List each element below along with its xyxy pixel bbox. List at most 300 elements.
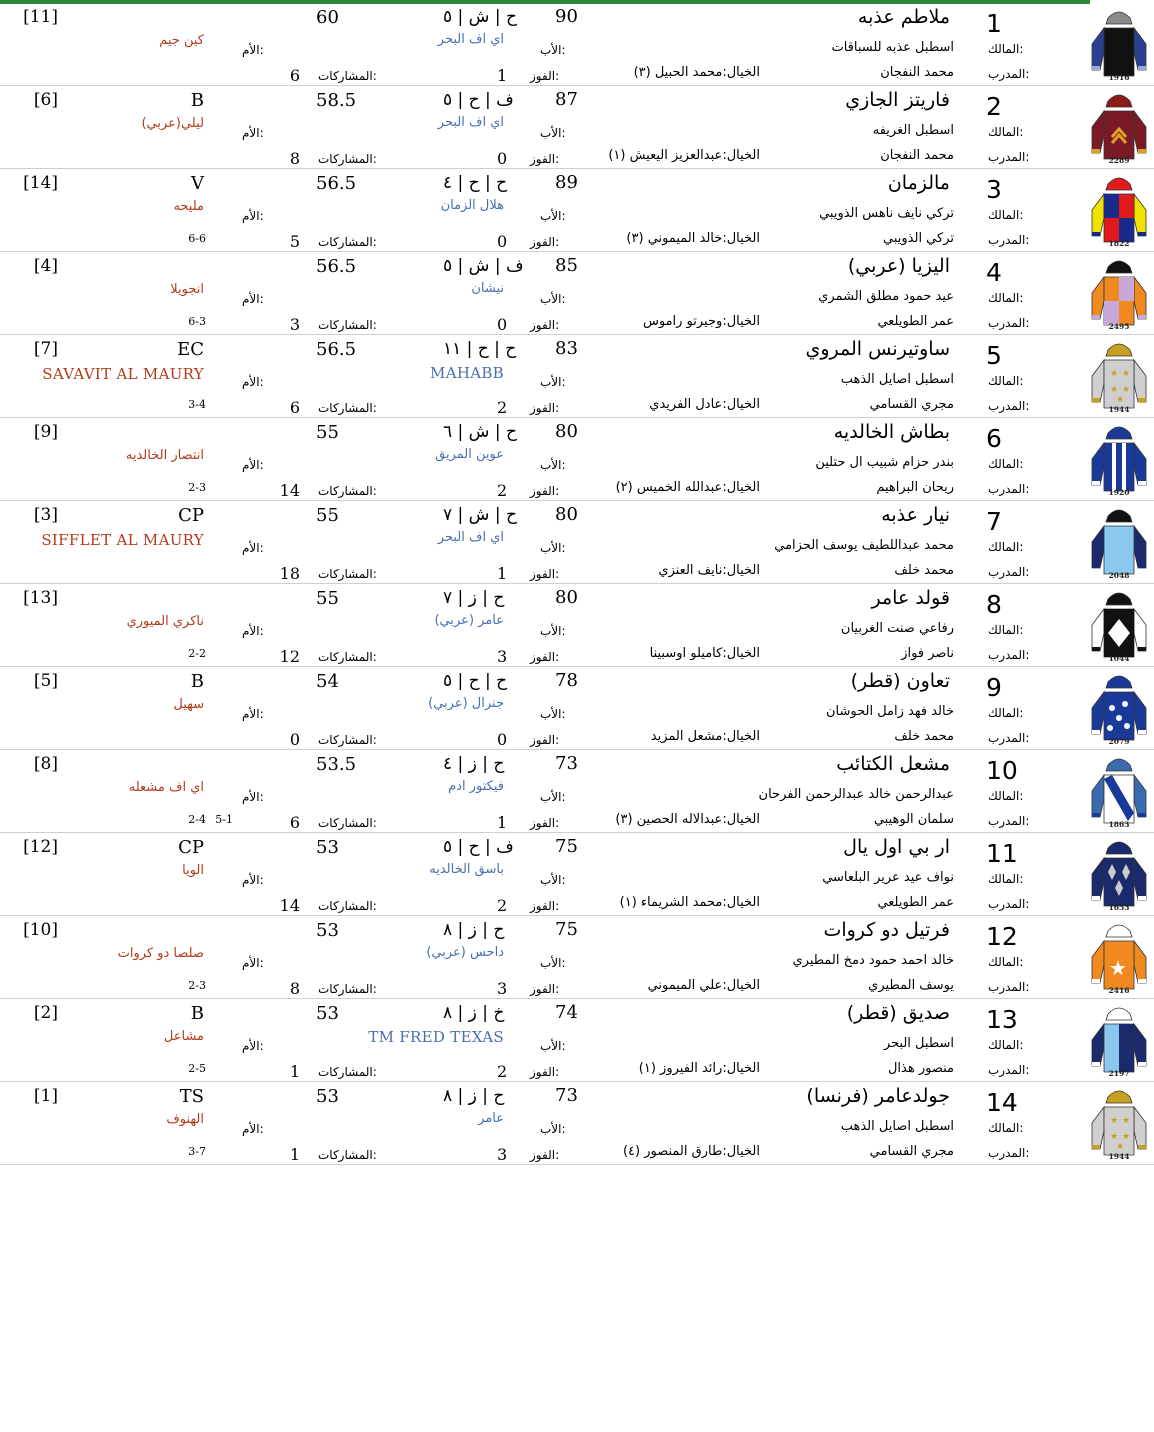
horse-rating: 89: [555, 172, 578, 193]
race-entry-row[interactable]: [0, 169, 1154, 252]
silk-number-label: 1916: [1108, 73, 1130, 82]
saddle-number: 1: [986, 9, 1002, 38]
silk-number-label: 1044: [1108, 654, 1130, 663]
races-label: المشاركات:: [318, 235, 377, 249]
carried-weight: 58.5: [316, 90, 357, 111]
jockey-name: محمد الشريماء (١): [619, 895, 723, 910]
horse-rating: 87: [555, 89, 578, 110]
owner-name: خالد احمد حمود دمخ المطيري: [792, 953, 954, 968]
jockey-label: الخيال:: [722, 65, 760, 80]
equipment-code: B: [190, 90, 204, 111]
owner-label: المالك:: [988, 125, 1024, 139]
trainer-label: المدرب:: [988, 233, 1030, 247]
draw-number: [13]: [23, 588, 58, 608]
jockey-name: رائد الفيروز (١): [638, 1061, 723, 1076]
owner-name: تركي نايف ناهس الذويبي: [819, 206, 954, 221]
saddle-number: 11: [986, 839, 1018, 868]
dam-name: ناكري الميوري: [126, 614, 204, 629]
owner-name: اسطبل اصايل الذهب: [840, 372, 954, 387]
wins-label: الفوز:: [530, 567, 560, 581]
owner-name: عبدالرحمن خالد عبدالرحمن الفرحان: [758, 787, 954, 802]
carried-weight: 60: [316, 7, 339, 28]
jockey-name: عبدالعزيز اليعيش (١): [608, 148, 723, 163]
jockey-silk-icon: [1088, 87, 1150, 167]
horse-name[interactable]: جولدعامر (فرنسا): [806, 1085, 950, 1107]
jockey-label: الخيال:: [722, 895, 760, 910]
sire-label: الأب:: [540, 707, 566, 721]
carried-weight: 53: [316, 837, 339, 858]
races-count: 5: [289, 232, 300, 251]
trainer-label: المدرب:: [988, 897, 1030, 911]
age-sex-color: ح | ش | ٦: [443, 422, 517, 442]
sire-name: عامر (عربي): [434, 613, 504, 628]
trainer-label: المدرب:: [988, 150, 1030, 164]
dam-name: ليلي(عربي): [141, 116, 204, 131]
jockey: [616, 480, 760, 495]
race-entry-row[interactable]: [0, 999, 1154, 1082]
recent-form-secondary: 5-1: [215, 813, 233, 826]
owner-label: المالك:: [988, 872, 1024, 886]
race-entry-row[interactable]: [0, 750, 1154, 833]
age-sex-color: ح | ز | ٨: [443, 1086, 505, 1106]
jockey-silk-icon: [1088, 419, 1150, 499]
owner-label: المالك:: [988, 706, 1024, 720]
silk-number-label: 2048: [1108, 571, 1130, 580]
horse-rating: 80: [555, 587, 578, 608]
jockey-silk-icon: [1088, 253, 1150, 333]
wins-label: الفوز:: [530, 484, 560, 498]
jockey-label: الخيال:: [722, 397, 760, 412]
draw-number: [9]: [33, 422, 58, 442]
svg-text:★: ★: [1110, 369, 1119, 379]
jockey-name: كاميلو اوسبينا: [649, 646, 723, 661]
race-entry-row[interactable]: [0, 916, 1154, 999]
horse-name[interactable]: ملاطم عذبه: [857, 6, 950, 28]
dam-name: سهيل: [173, 697, 204, 712]
saddle-number: 3: [986, 175, 1002, 204]
age-sex-color: ف | ش | ٥: [443, 256, 524, 276]
trainer-label: المدرب:: [988, 731, 1030, 745]
trainer-label: المدرب:: [988, 1146, 1030, 1160]
sire-name: TM FRED TEXAS: [368, 1028, 504, 1046]
wins-count: 1: [497, 813, 508, 832]
sire-name: اي اف البحر: [437, 32, 504, 47]
wins-count: 1: [497, 66, 508, 85]
svg-text:★: ★: [1122, 369, 1131, 379]
sire-label: الأب:: [540, 624, 566, 638]
races-label: المشاركات:: [318, 484, 377, 498]
jockey-silk-icon: [1088, 834, 1150, 914]
horse-name[interactable]: ار بي اول يال: [843, 836, 950, 858]
horse-rating: 74: [555, 1002, 578, 1023]
svg-text:★: ★: [1122, 1132, 1131, 1142]
races-label: المشاركات:: [318, 69, 377, 83]
wins-count: 3: [497, 1145, 508, 1164]
race-entry-row[interactable]: [0, 3, 1154, 86]
owner-label: المالك:: [988, 540, 1024, 554]
sire-label: الأب:: [540, 1039, 566, 1053]
jockey-name: مشعل المزيد: [650, 729, 723, 744]
trainer-label: المدرب:: [988, 1063, 1030, 1077]
jockey-silk-icon: [1088, 751, 1150, 831]
silk-number-label: 2079: [1108, 737, 1130, 746]
owner-name: عيد حمود مطلق الشمري: [818, 289, 954, 304]
races-count: 18: [279, 564, 300, 583]
trainer-name: يوسف المطيري: [868, 978, 954, 993]
sire-label: الأب:: [540, 126, 566, 140]
trainer-label: المدرب:: [988, 482, 1030, 496]
wins-count: 3: [497, 979, 508, 998]
jockey-name: عبدالله الخميس (٢): [615, 480, 723, 495]
sire-label: الأب:: [540, 43, 566, 57]
silk-number-label: 1920: [1108, 488, 1130, 497]
horse-rating: 75: [555, 919, 578, 940]
recent-form: 2-5: [188, 1062, 206, 1075]
saddle-number: 4: [986, 258, 1002, 287]
svg-text:★: ★: [1116, 395, 1125, 405]
race-entry-row[interactable]: [0, 833, 1154, 916]
wins-count: 0: [497, 315, 508, 334]
trainer-name: ريحان البراهيم: [876, 480, 954, 495]
carried-weight: 55: [316, 505, 339, 526]
dam-label: الأم:: [242, 126, 264, 140]
jockey-label: الخيال:: [722, 1061, 760, 1076]
horse-name[interactable]: صديق (قطر): [846, 1002, 950, 1024]
age-sex-color: ح | ش | ٥: [443, 7, 517, 27]
races-label: المشاركات:: [318, 1148, 377, 1162]
jockey-name: خالد الميموني (٣): [626, 231, 723, 246]
jockey-name: نايف العنزي: [658, 563, 723, 578]
saddle-number: 8: [986, 590, 1002, 619]
jockey: [620, 895, 760, 910]
jockey-silk-icon: [1088, 4, 1150, 84]
owner-name: اسطبل اصايل الذهب: [840, 1119, 954, 1134]
sire-label: الأب:: [540, 790, 566, 804]
race-entry-row[interactable]: [0, 1082, 1154, 1165]
jockey: [650, 646, 760, 661]
carried-weight: 55: [316, 422, 339, 443]
trainer-name: مجري القسامي: [869, 397, 954, 412]
jockey: [615, 812, 760, 827]
sire-label: الأب:: [540, 1122, 566, 1136]
sire-name: عامر: [478, 1111, 504, 1126]
horse-name[interactable]: مشعل الكتائب: [836, 753, 950, 775]
owner-name: بندر حزام شبيب ال حتلين: [815, 455, 954, 470]
svg-text:★: ★: [1109, 956, 1127, 980]
recent-form: 3-4: [188, 398, 206, 411]
draw-number: [10]: [23, 920, 58, 940]
owner-label: المالك:: [988, 457, 1024, 471]
jockey-silk-icon: [1088, 1000, 1150, 1080]
owner-label: المالك:: [988, 955, 1024, 969]
saddle-number: 12: [986, 922, 1018, 951]
race-entry-row[interactable]: [0, 501, 1154, 584]
trainer-name: تركي الذويبي: [883, 231, 954, 246]
horse-rating: 75: [555, 836, 578, 857]
horse-name[interactable]: مالزمان: [887, 172, 950, 194]
sire-name: عوين المريق: [435, 447, 504, 462]
trainer-name: منصور هذال: [887, 1061, 954, 1076]
age-sex-color: ف | ح | ٥: [443, 837, 514, 857]
dam-label: الأم:: [242, 956, 264, 970]
draw-number: [8]: [33, 754, 58, 774]
sire-name: جنرال (عربي): [428, 696, 504, 711]
age-sex-color: ح | ز | ٨: [443, 920, 505, 940]
wins-count: 1: [497, 564, 508, 583]
jockey-label: الخيال:: [722, 314, 760, 329]
dam-label: الأم:: [242, 209, 264, 223]
svg-text:★: ★: [1116, 1142, 1125, 1152]
owner-name: اسطبل البحر: [883, 1036, 954, 1051]
wins-count: 2: [497, 896, 508, 915]
saddle-number: 2: [986, 92, 1002, 121]
wins-label: الفوز:: [530, 69, 560, 83]
dam-name: انتصار الخالديه: [125, 448, 204, 463]
draw-number: [3]: [33, 505, 58, 525]
dam-label: الأم:: [242, 790, 264, 804]
jockey-name: طارق المنصور (٤): [622, 1144, 723, 1159]
svg-text:★: ★: [1122, 385, 1131, 395]
jockey-name: عبدالاله الحصين (٣): [615, 812, 723, 827]
jockey-silk-icon: [1088, 668, 1150, 748]
dam-label: الأم:: [242, 707, 264, 721]
jockey-label: الخيال:: [722, 480, 760, 495]
races-count: 6: [289, 813, 300, 832]
dam-name: صلصا دو كروات: [117, 946, 204, 961]
jockey-label: الخيال:: [722, 231, 760, 246]
draw-number: [7]: [33, 339, 58, 359]
silk-number-label: 2289: [1108, 156, 1130, 165]
horse-name[interactable]: تعاون (قطر): [850, 670, 950, 692]
age-sex-color: ح | ح | ٥: [443, 671, 508, 691]
race-entry-row[interactable]: [0, 335, 1154, 418]
jockey: [639, 1061, 760, 1076]
jockey-label: الخيال:: [722, 563, 760, 578]
dam-label: الأم:: [242, 43, 264, 57]
races-label: المشاركات:: [318, 650, 377, 664]
recent-form: 6-6: [188, 232, 206, 245]
jockey-name: عادل الفريدي: [649, 397, 723, 412]
races-label: المشاركات:: [318, 899, 377, 913]
dam-label: الأم:: [242, 1122, 264, 1136]
horse-rating: 78: [555, 670, 578, 691]
jockey-label: الخيال:: [722, 148, 760, 163]
dam-label: الأم:: [242, 292, 264, 306]
owner-label: المالك:: [988, 208, 1024, 222]
age-sex-color: ح | ز | ٧: [443, 588, 505, 608]
jockey-silk-icon: [1088, 917, 1150, 997]
owner-label: المالك:: [988, 789, 1024, 803]
owner-name: اسطبل الغريفه: [872, 123, 954, 138]
horse-name[interactable]: نيار عذبه: [881, 504, 950, 526]
wins-count: 3: [497, 647, 508, 666]
wins-count: 2: [497, 398, 508, 417]
trainer-label: المدرب:: [988, 316, 1030, 330]
trainer-label: المدرب:: [988, 399, 1030, 413]
race-entry-row[interactable]: [0, 667, 1154, 750]
silk-number-label: 1653: [1108, 903, 1130, 912]
equipment-code: B: [190, 671, 204, 692]
trainer-name: محمد النفجان: [880, 148, 954, 163]
owner-name: رفاعي صنت الغربيان: [840, 621, 954, 636]
silk-number-label: 1863: [1108, 820, 1130, 829]
wins-label: الفوز:: [530, 401, 560, 415]
saddle-number: 7: [986, 507, 1002, 536]
jockey-label: الخيال:: [722, 1144, 760, 1159]
jockey-silk-icon: [1088, 170, 1150, 250]
races-count: 6: [289, 398, 300, 417]
carried-weight: 55: [316, 588, 339, 609]
draw-number: [12]: [23, 837, 58, 857]
silk-number-label: 2495: [1108, 322, 1130, 331]
silk-number-label: 1822: [1108, 239, 1130, 248]
races-label: المشاركات:: [318, 567, 377, 581]
horse-name[interactable]: قولد عامر: [871, 587, 950, 609]
saddle-number: 6: [986, 424, 1002, 453]
wins-label: الفوز:: [530, 1065, 560, 1079]
wins-label: الفوز:: [530, 152, 560, 166]
carried-weight: 56.5: [316, 339, 357, 360]
dam-label: الأم:: [242, 375, 264, 389]
race-entry-row[interactable]: [0, 252, 1154, 335]
dam-name: انجويلا: [170, 282, 204, 297]
races-count: 14: [279, 481, 300, 500]
races-count: 8: [289, 979, 300, 998]
trainer-name: سلمان الوهيبي: [873, 812, 954, 827]
wins-count: 0: [497, 730, 508, 749]
equipment-code: V: [191, 173, 204, 194]
races-count: 0: [289, 730, 300, 749]
svg-text:★: ★: [1122, 1116, 1131, 1126]
draw-number: [11]: [23, 7, 58, 27]
horse-rating: 73: [555, 1085, 578, 1106]
dam-label: الأم:: [242, 541, 264, 555]
sire-name: اي اف البحر: [437, 115, 504, 130]
dam-label: الأم:: [242, 624, 264, 638]
horse-name[interactable]: فرتيل دو كروات: [823, 919, 950, 941]
owner-label: المالك:: [988, 1038, 1024, 1052]
carried-weight: 56.5: [316, 256, 357, 277]
trainer-label: المدرب:: [988, 67, 1030, 81]
sire-name: MAHABB: [430, 364, 504, 382]
trainer-label: المدرب:: [988, 814, 1030, 828]
races-label: المشاركات:: [318, 152, 377, 166]
jockey-name: وجيرتو راموس: [642, 314, 723, 329]
svg-text:★: ★: [1110, 1116, 1119, 1126]
races-count: 3: [289, 315, 300, 334]
race-entry-row[interactable]: [0, 418, 1154, 501]
draw-number: [5]: [33, 671, 58, 691]
dam-name: اي اف مشعله: [128, 780, 204, 795]
owner-name: نواف عيد عرير البلعاسي: [822, 870, 954, 885]
sire-label: الأب:: [540, 873, 566, 887]
dam-name: الهنوف: [166, 1112, 204, 1127]
trainer-name: مجري القسامي: [869, 1144, 954, 1159]
horse-rating: 83: [555, 338, 578, 359]
race-entry-row[interactable]: [0, 86, 1154, 169]
dam-name: SIFFLET AL MAURY: [41, 531, 204, 549]
horse-name[interactable]: فاريتز الجازي: [845, 89, 950, 111]
horse-name[interactable]: بطاش الخالديه: [833, 421, 950, 443]
saddle-number: 13: [986, 1005, 1018, 1034]
draw-number: [1]: [33, 1086, 58, 1106]
sire-label: الأب:: [540, 375, 566, 389]
jockey-silk-icon: [1088, 585, 1150, 665]
sire-label: الأب:: [540, 541, 566, 555]
horse-rating: 80: [555, 421, 578, 442]
horse-name[interactable]: اليزيا (عربي): [847, 255, 950, 277]
dam-name: كين جيم: [159, 33, 204, 48]
sire-name: فيكتور ادم: [448, 779, 504, 794]
races-count: 1: [289, 1145, 300, 1164]
recent-form: 3-7: [188, 1145, 206, 1158]
jockey-label: الخيال:: [722, 978, 760, 993]
sire-label: الأب:: [540, 292, 566, 306]
jockey: [648, 978, 760, 993]
horse-rating: 73: [555, 753, 578, 774]
owner-label: المالك:: [988, 374, 1024, 388]
races-label: المشاركات:: [318, 733, 377, 747]
svg-text:★: ★: [1110, 385, 1119, 395]
trainer-name: ناصر فواز: [901, 646, 954, 661]
races-count: 6: [289, 66, 300, 85]
trainer-name: عمر الطويلعي: [877, 314, 954, 329]
sire-name: داحس (عربي): [426, 945, 504, 960]
jockey: [649, 397, 760, 412]
horse-rating: 85: [555, 255, 578, 276]
wins-label: الفوز:: [530, 318, 560, 332]
wins-count: 2: [497, 1062, 508, 1081]
horse-name[interactable]: ساوتيرنس المروي: [805, 338, 950, 360]
races-label: المشاركات:: [318, 1065, 377, 1079]
jockey-label: الخيال:: [722, 812, 760, 827]
equipment-code: CP: [178, 505, 204, 526]
carried-weight: 53: [316, 1003, 339, 1024]
dam-label: الأم:: [242, 1039, 264, 1053]
jockey: [608, 148, 760, 163]
race-entry-row[interactable]: [0, 584, 1154, 667]
trainer-name: محمد خلف: [894, 563, 954, 578]
jockey: [643, 314, 760, 329]
age-sex-color: ح | ح | ٤: [443, 173, 508, 193]
jockey: [651, 729, 760, 744]
dam-label: الأم:: [242, 873, 264, 887]
draw-number: [6]: [33, 90, 58, 110]
recent-form: 2-3: [188, 481, 206, 494]
owner-name: خالد فهد زامل الحوشان: [826, 704, 954, 719]
carried-weight: 53: [316, 1086, 339, 1107]
saddle-number: 9: [986, 673, 1002, 702]
races-count: 8: [289, 149, 300, 168]
owner-label: المالك:: [988, 291, 1024, 305]
jockey-silk-icon: [1088, 502, 1150, 582]
age-sex-color: ف | ح | ٥: [443, 90, 514, 110]
carried-weight: 56.5: [316, 173, 357, 194]
dam-name: مليحه: [173, 199, 204, 214]
carried-weight: 53: [316, 920, 339, 941]
carried-weight: 54: [316, 671, 339, 692]
age-sex-color: ح | ش | ٧: [443, 505, 517, 525]
wins-label: الفوز:: [530, 650, 560, 664]
equipment-code: B: [190, 1003, 204, 1024]
horse-rating: 80: [555, 504, 578, 525]
wins-label: الفوز:: [530, 733, 560, 747]
jockey: [623, 1144, 760, 1159]
jockey-name: علي الميموني: [647, 978, 723, 993]
trainer-label: المدرب:: [988, 980, 1030, 994]
races-count: 14: [279, 896, 300, 915]
silk-number-label: 1944: [1108, 1152, 1130, 1161]
